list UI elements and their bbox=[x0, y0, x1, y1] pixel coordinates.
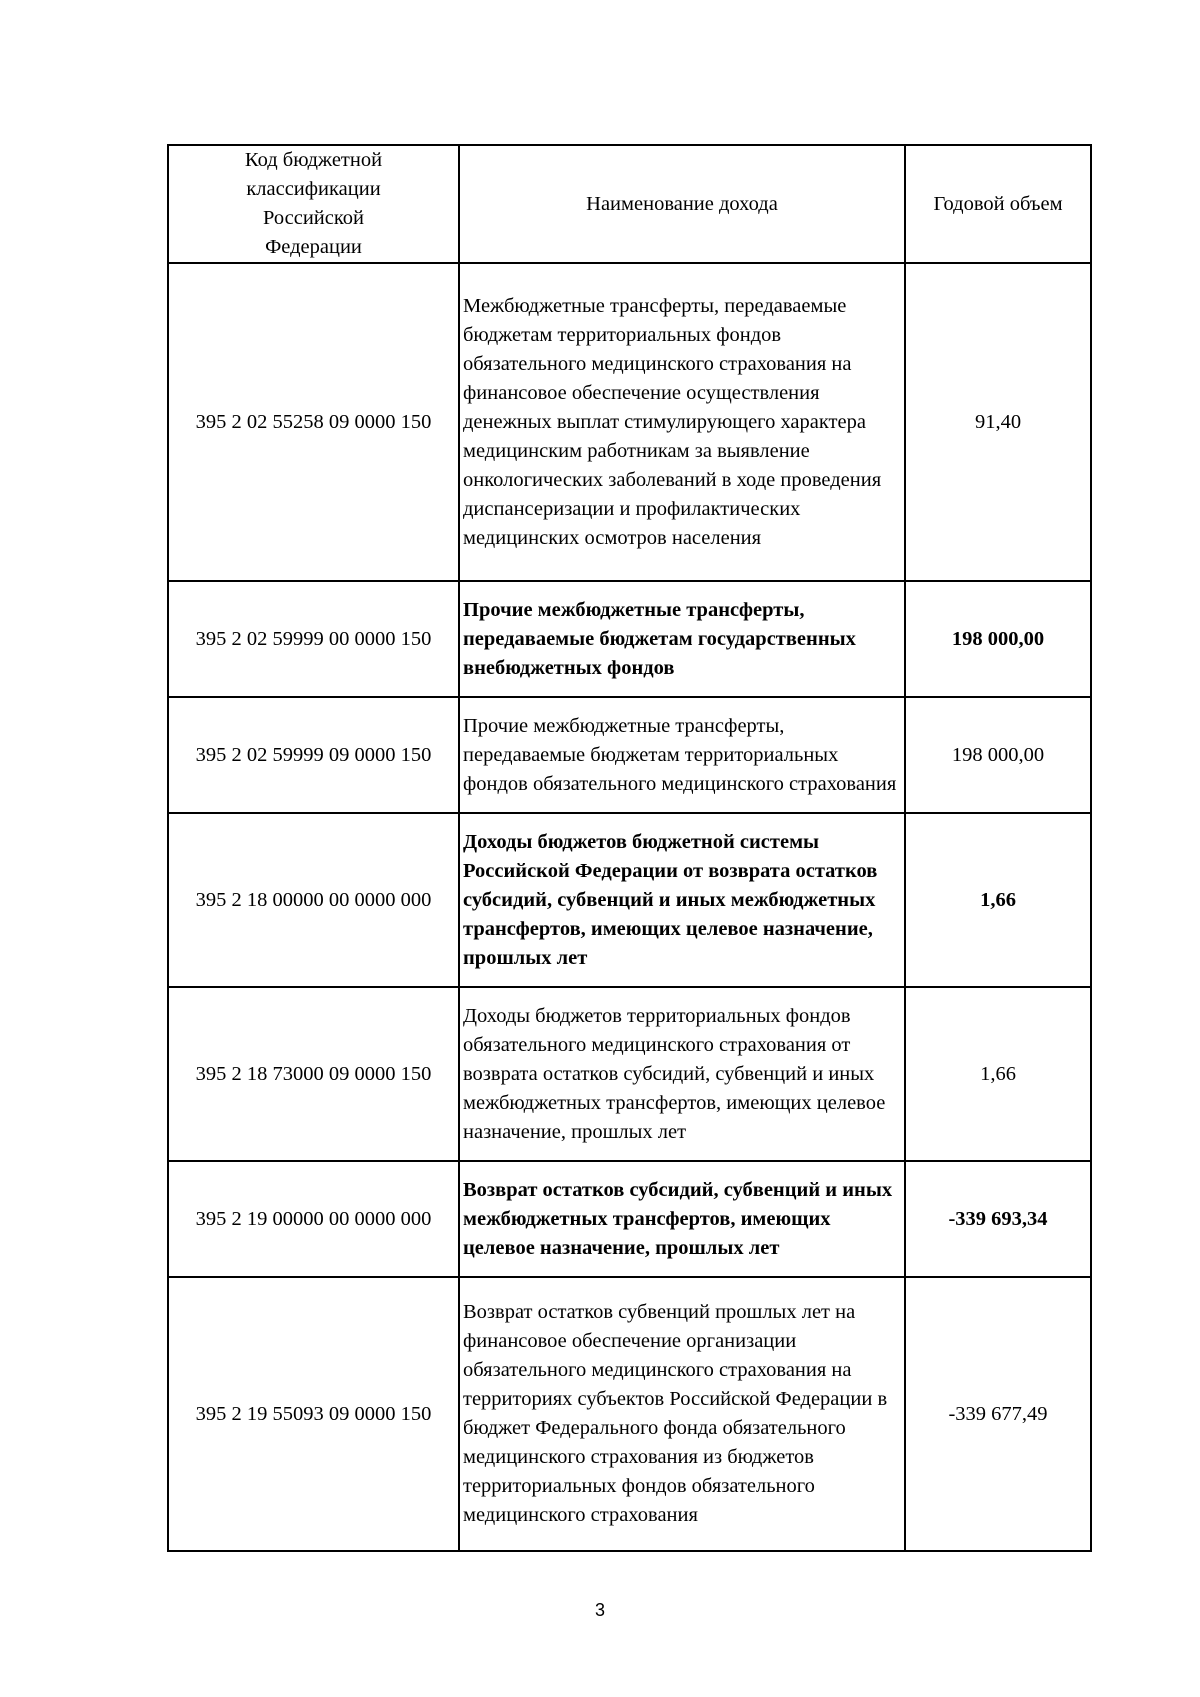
table-row bbox=[168, 581, 1091, 697]
row-code: 395 2 02 59999 09 0000 150 bbox=[168, 697, 459, 813]
table-header-row bbox=[168, 145, 1091, 263]
row-code: 395 2 02 59999 00 0000 150 bbox=[168, 581, 459, 697]
row-code: 395 2 18 00000 00 0000 000 bbox=[168, 813, 459, 987]
row-code: 395 2 19 00000 00 0000 000 bbox=[168, 1161, 459, 1277]
table-row bbox=[168, 263, 1091, 581]
row-name: Доходы бюджетов территориальных фондов обязательного медицинского страхования от возврата остатков субсидий, субвенций и иных межбюджетных трансфертов, имеющих целевое назначение, прошлых лет bbox=[459, 987, 905, 1161]
row-name: Возврат остатков субсидий, субвенций и иных межбюджетных трансфертов, имеющих целевое назначение, прошлых лет bbox=[459, 1161, 905, 1277]
row-volume: 1,66 bbox=[905, 987, 1091, 1161]
row-code: 395 2 18 73000 09 0000 150 bbox=[168, 987, 459, 1161]
row-name: Прочие межбюджетные трансферты, передаваемые бюджетам территориальных фондов обязательного медицинского страхования bbox=[459, 697, 905, 813]
row-code: 395 2 19 55093 09 0000 150 bbox=[168, 1277, 459, 1551]
header-name: Наименование дохода bbox=[459, 145, 905, 263]
page-number: 3 bbox=[594, 1600, 605, 1620]
table-row bbox=[168, 987, 1091, 1161]
table-row bbox=[168, 813, 1091, 987]
row-name: Прочие межбюджетные трансферты, передаваемые бюджетам государственных внебюджетных фондов bbox=[459, 581, 905, 697]
revenue-table bbox=[167, 144, 1092, 1552]
row-volume: 198 000,00 bbox=[905, 697, 1091, 813]
row-volume: -339 677,49 bbox=[905, 1277, 1091, 1551]
row-code: 395 2 02 55258 09 0000 150 bbox=[168, 263, 459, 581]
header-code: Код бюджетной классификации Российской Федерации bbox=[168, 145, 459, 263]
header-volume: Годовой объем bbox=[905, 145, 1091, 263]
table-row bbox=[168, 697, 1091, 813]
row-name: Доходы бюджетов бюджетной системы Российской Федерации от возврата остатков субсидий, субвенций и иных межбюджетных трансфертов, имеющих целевое назначение, прошлых лет bbox=[459, 813, 905, 987]
row-volume: 198 000,00 bbox=[905, 581, 1091, 697]
row-volume: -339 693,34 bbox=[905, 1161, 1091, 1277]
row-name: Возврат остатков субвенций прошлых лет на финансовое обеспечение организации обязательного медицинского страхования на территориях субъектов Российской Федерации в бюджет Федерального фонда обязательного медицинского страхования из бюджетов территориальных фондов обязательного медицинского страхования bbox=[459, 1277, 905, 1551]
row-name: Межбюджетные трансферты, передаваемые бюджетам территориальных фондов обязательного медицинского страхования на финансовое обеспечение осуществления денежных выплат стимулирующего характера медицинским работникам за выявление онкологических заболеваний в ходе проведения диспансеризации и профилактических медицинских осмотров населения bbox=[459, 263, 905, 581]
table-row bbox=[168, 1277, 1091, 1551]
row-volume: 1,66 bbox=[905, 813, 1091, 987]
table-row bbox=[168, 1161, 1091, 1277]
row-volume: 91,40 bbox=[905, 263, 1091, 581]
